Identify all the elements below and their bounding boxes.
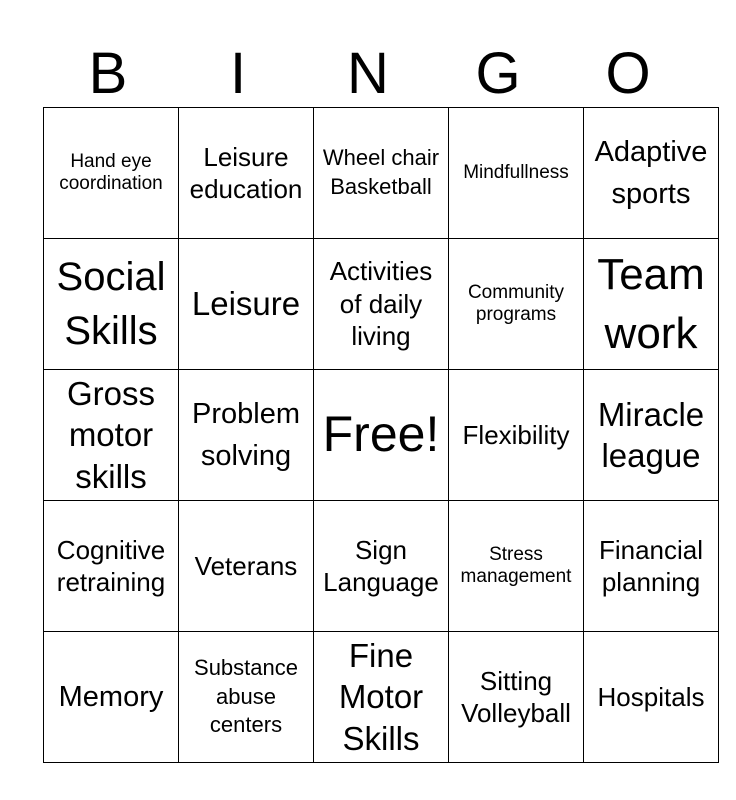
cell-text: Veterans [194,550,298,581]
board-row [44,632,719,763]
cell-text: Activities of daily living [329,256,433,352]
cell-text: Team work [597,249,705,358]
bingo-cell [314,108,449,239]
cell-text: Gross motor skills [66,375,155,495]
bingo-cell [449,501,584,632]
cell-text: Mindfullness [463,162,569,184]
board-row [44,370,719,501]
header-letter-i: I [229,41,247,106]
cell-text: Cognitive retraining [56,534,166,597]
bingo-cell [179,239,314,370]
bingo-cell [449,239,584,370]
cell-text: Fine Motor Skills [338,637,424,757]
board-row [44,108,719,239]
cell-text: Wheel chair Basketball [322,145,440,199]
cell-text: Substance abuse centers [194,655,298,738]
cell-text: Community programs [467,282,565,325]
cell-text: Stress management [460,544,572,587]
cell-text: Adaptive sports [594,135,708,210]
cell-text: Social Skills [56,255,166,353]
header-letter-g: G [475,41,521,106]
cell-text: Hand eye coordination [59,151,163,194]
bingo-cell [584,370,719,501]
cell-text: Financial planning [598,534,704,597]
bingo-cell [449,108,584,239]
bingo-cell [584,501,719,632]
bingo-cell [314,370,449,501]
bingo-cell [314,632,449,763]
bingo-cell [449,632,584,763]
cell-text: Leisure education [189,141,303,204]
bingo-board [43,107,719,763]
board-row [44,501,719,632]
bingo-cell [179,632,314,763]
cell-text: Flexibility [462,419,570,450]
bingo-cell [584,239,719,370]
cell-text: Memory [58,680,164,713]
cell-text: Leisure [191,285,301,323]
free-space: Free! [322,406,440,463]
bingo-header [43,40,693,108]
bingo-cell [449,370,584,501]
bingo-cell [44,370,179,501]
bingo-cell [314,501,449,632]
bingo-cell [314,239,449,370]
bingo-cell [44,501,179,632]
header-letter-b: B [88,41,128,106]
board-row [44,239,719,370]
bingo-cell [584,632,719,763]
cell-text: Sitting Volleyball [461,665,571,728]
header-letter-o: O [605,41,651,106]
bingo-cell [584,108,719,239]
cell-text: Miracle league [597,395,705,474]
cell-text: Problem solving [192,397,300,472]
bingo-cell [179,108,314,239]
bingo-cell [44,108,179,239]
header-letter-n: N [347,41,389,106]
bingo-cell [44,239,179,370]
cell-text: Sign Language [323,534,439,597]
bingo-cell [179,370,314,501]
bingo-cell [179,501,314,632]
bingo-cell [44,632,179,763]
cell-text: Hospitals [597,681,705,712]
